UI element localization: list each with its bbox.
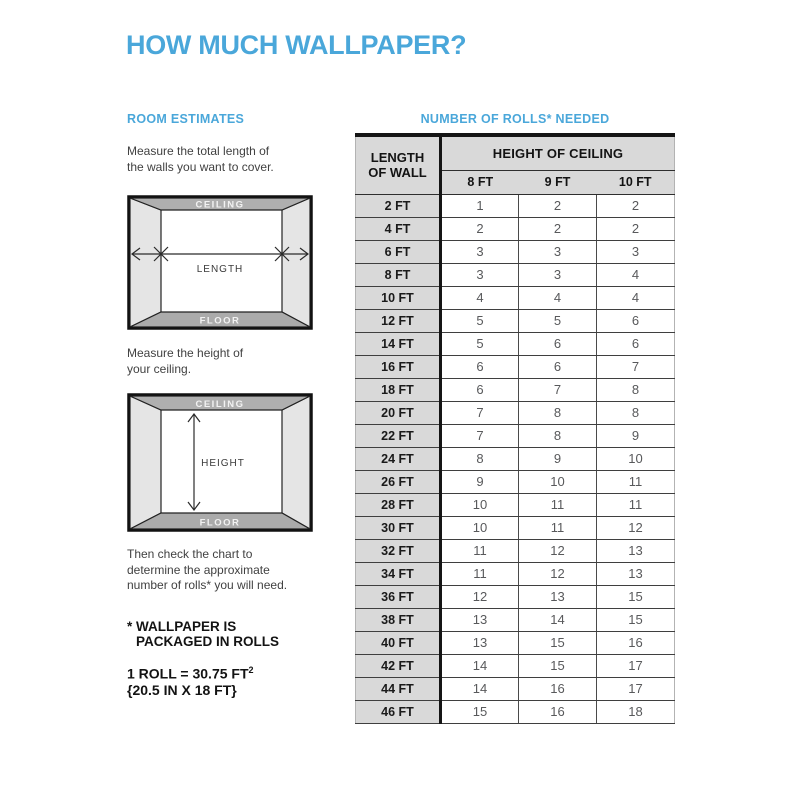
table-row bbox=[356, 263, 675, 286]
rolls-count-cell: 7 bbox=[441, 424, 519, 447]
rolls-count-cell: 4 bbox=[597, 263, 675, 286]
wall-length-cell: 24 FT bbox=[356, 447, 441, 470]
table-row bbox=[356, 447, 675, 470]
room-estimates-heading: ROOM ESTIMATES bbox=[127, 112, 245, 126]
rolls-count-cell: 15 bbox=[597, 608, 675, 631]
rolls-count-cell: 6 bbox=[441, 355, 519, 378]
rolls-table-head bbox=[356, 135, 675, 194]
rolls-count-cell: 8 bbox=[597, 378, 675, 401]
rolls-count-cell: 9 bbox=[597, 424, 675, 447]
rolls-count-cell: 8 bbox=[519, 401, 597, 424]
rolls-count-cell: 3 bbox=[441, 240, 519, 263]
rolls-count-cell: 13 bbox=[597, 539, 675, 562]
rolls-count-cell: 15 bbox=[597, 585, 675, 608]
wall-length-cell: 18 FT bbox=[356, 378, 441, 401]
rolls-count-cell: 10 bbox=[441, 516, 519, 539]
table-row bbox=[356, 562, 675, 585]
wall-length-cell: 32 FT bbox=[356, 539, 441, 562]
step3-line1: Then check the chart to bbox=[127, 547, 253, 561]
rolls-count-cell: 7 bbox=[519, 378, 597, 401]
rolls-count-cell: 17 bbox=[597, 677, 675, 700]
rolls-count-cell: 11 bbox=[519, 493, 597, 516]
squared-superscript: 2 bbox=[248, 665, 254, 675]
room-length-diagram bbox=[127, 195, 313, 330]
wall-length-cell: 44 FT bbox=[356, 677, 441, 700]
rolls-count-cell: 13 bbox=[441, 631, 519, 654]
rolls-count-cell: 12 bbox=[597, 516, 675, 539]
rolls-count-cell: 2 bbox=[441, 217, 519, 240]
left-wall bbox=[130, 396, 161, 529]
rolls-count-cell: 5 bbox=[441, 309, 519, 332]
wall-length-cell: 30 FT bbox=[356, 516, 441, 539]
wall-length-cell: 14 FT bbox=[356, 332, 441, 355]
rolls-count-cell: 1 bbox=[441, 194, 519, 217]
rolls-count-cell: 13 bbox=[597, 562, 675, 585]
roll-spec bbox=[127, 662, 254, 698]
rolls-count-cell: 4 bbox=[441, 286, 519, 309]
wall-length-cell: 46 FT bbox=[356, 700, 441, 723]
step1-instructions bbox=[127, 144, 274, 175]
table-row bbox=[356, 700, 675, 723]
col-header-10ft: 10 FT bbox=[597, 170, 675, 194]
page-title: HOW MUCH WALLPAPER? bbox=[126, 30, 467, 60]
table-row bbox=[356, 286, 675, 309]
rolls-count-cell: 13 bbox=[519, 585, 597, 608]
footnote-line1: * WALLPAPER IS bbox=[127, 619, 237, 634]
rolls-count-cell: 12 bbox=[519, 539, 597, 562]
rolls-count-cell: 4 bbox=[597, 286, 675, 309]
rolls-count-cell: 4 bbox=[519, 286, 597, 309]
step1-line1: Measure the total length of bbox=[127, 144, 270, 158]
rolls-count-cell: 2 bbox=[519, 217, 597, 240]
left-wall bbox=[130, 198, 161, 327]
step2-instructions bbox=[127, 346, 243, 377]
rolls-count-cell: 8 bbox=[519, 424, 597, 447]
length-dimension-label: LENGTH bbox=[196, 264, 244, 275]
rolls-count-cell: 2 bbox=[597, 217, 675, 240]
rolls-count-cell: 10 bbox=[441, 493, 519, 516]
wall-length-cell: 40 FT bbox=[356, 631, 441, 654]
wall-length-cell: 38 FT bbox=[356, 608, 441, 631]
rolls-table-body bbox=[356, 194, 675, 723]
rolls-count-cell: 7 bbox=[441, 401, 519, 424]
wall-length-cell: 34 FT bbox=[356, 562, 441, 585]
ceiling-label: CEILING bbox=[195, 199, 245, 211]
rolls-count-cell: 14 bbox=[441, 677, 519, 700]
step3-line3: number of rolls* you will need. bbox=[127, 578, 288, 592]
rolls-count-cell: 6 bbox=[441, 378, 519, 401]
rolls-needed-heading: NUMBER OF ROLLS* NEEDED bbox=[420, 112, 610, 126]
wall-length-cell: 28 FT bbox=[356, 493, 441, 516]
rolls-count-cell: 18 bbox=[597, 700, 675, 723]
table-row bbox=[356, 470, 675, 493]
table-row bbox=[356, 631, 675, 654]
rolls-count-cell: 12 bbox=[441, 585, 519, 608]
table-row bbox=[356, 401, 675, 424]
rolls-count-cell: 16 bbox=[597, 631, 675, 654]
table-row bbox=[356, 539, 675, 562]
rolls-count-cell: 2 bbox=[597, 194, 675, 217]
right-wall bbox=[282, 198, 310, 327]
rolls-count-cell: 6 bbox=[597, 309, 675, 332]
wall-length-cell: 20 FT bbox=[356, 401, 441, 424]
rolls-count-cell: 9 bbox=[441, 470, 519, 493]
table-row bbox=[356, 355, 675, 378]
table-row bbox=[356, 585, 675, 608]
wall-length-cell: 42 FT bbox=[356, 654, 441, 677]
col-header-8ft: 8 FT bbox=[441, 170, 519, 194]
roll-spec-line2: {20.5 IN X 18 FT} bbox=[127, 681, 237, 698]
rolls-count-cell: 3 bbox=[597, 240, 675, 263]
length-of-wall-header: LENGTH OF WALL bbox=[356, 135, 441, 194]
rolls-count-cell: 15 bbox=[519, 654, 597, 677]
wall-length-cell: 26 FT bbox=[356, 470, 441, 493]
floor-label: FLOOR bbox=[199, 517, 241, 529]
rolls-count-cell: 13 bbox=[441, 608, 519, 631]
rolls-count-cell: 3 bbox=[441, 263, 519, 286]
wall-length-cell: 4 FT bbox=[356, 217, 441, 240]
step3-instructions bbox=[127, 547, 287, 594]
step1-line2: the walls you want to cover. bbox=[127, 159, 274, 174]
rolls-count-cell: 6 bbox=[519, 355, 597, 378]
wall-length-cell: 8 FT bbox=[356, 263, 441, 286]
wall-length-cell: 16 FT bbox=[356, 355, 441, 378]
wall-length-cell: 36 FT bbox=[356, 585, 441, 608]
table-row bbox=[356, 654, 675, 677]
table-row bbox=[356, 516, 675, 539]
table-row bbox=[356, 677, 675, 700]
height-dimension-label: HEIGHT bbox=[201, 458, 245, 469]
wall-length-cell: 12 FT bbox=[356, 309, 441, 332]
table-row bbox=[356, 194, 675, 217]
rolls-table bbox=[355, 133, 675, 724]
right-wall bbox=[282, 396, 310, 529]
table-row bbox=[356, 217, 675, 240]
rolls-count-cell: 10 bbox=[597, 447, 675, 470]
wall-length-cell: 2 FT bbox=[356, 194, 441, 217]
rolls-count-cell: 5 bbox=[519, 309, 597, 332]
table-row bbox=[356, 378, 675, 401]
floor-label: FLOOR bbox=[199, 315, 241, 327]
rolls-count-cell: 15 bbox=[519, 631, 597, 654]
roll-spec-line1: 1 ROLL = 30.75 $FT^2$ bbox=[127, 665, 254, 682]
table-row bbox=[356, 309, 675, 332]
rolls-count-cell: 6 bbox=[597, 332, 675, 355]
rolls-count-cell: 11 bbox=[597, 470, 675, 493]
rolls-count-cell: 9 bbox=[519, 447, 597, 470]
table-row bbox=[356, 608, 675, 631]
rolls-count-cell: 11 bbox=[597, 493, 675, 516]
ceiling-label: CEILING bbox=[195, 399, 245, 410]
table-row bbox=[356, 424, 675, 447]
rolls-count-cell: 11 bbox=[441, 539, 519, 562]
rolls-count-cell: 5 bbox=[441, 332, 519, 355]
rolls-count-cell: 8 bbox=[597, 401, 675, 424]
step3-line2: determine the approximate bbox=[127, 562, 270, 577]
height-of-ceiling-header: HEIGHT OF CEILING bbox=[441, 135, 675, 170]
rolls-count-cell: 15 bbox=[441, 700, 519, 723]
rolls-count-cell: 14 bbox=[519, 608, 597, 631]
wall-length-cell: 10 FT bbox=[356, 286, 441, 309]
wall-length-cell: 22 FT bbox=[356, 424, 441, 447]
rolls-count-cell: 7 bbox=[597, 355, 675, 378]
rolls-count-cell: 10 bbox=[519, 470, 597, 493]
wall-length-cell: 6 FT bbox=[356, 240, 441, 263]
table-row bbox=[356, 493, 675, 516]
table-row bbox=[356, 332, 675, 355]
height-arrow bbox=[188, 414, 200, 510]
rolls-count-cell: 2 bbox=[519, 194, 597, 217]
rolls-count-cell: 3 bbox=[519, 263, 597, 286]
step2-line2: your ceiling. bbox=[127, 361, 192, 376]
rolls-count-cell: 16 bbox=[519, 677, 597, 700]
rolls-count-cell: 3 bbox=[519, 240, 597, 263]
rolls-count-cell: 8 bbox=[441, 447, 519, 470]
rolls-count-cell: 11 bbox=[441, 562, 519, 585]
rolls-count-cell: 6 bbox=[519, 332, 597, 355]
table-row bbox=[356, 240, 675, 263]
packaging-footnote bbox=[127, 619, 279, 649]
col-header-9ft: 9 FT bbox=[519, 170, 597, 194]
step2-line1: Measure the height of bbox=[127, 346, 244, 360]
rolls-count-cell: 16 bbox=[519, 700, 597, 723]
rolls-count-cell: 11 bbox=[519, 516, 597, 539]
room-height-diagram bbox=[127, 393, 313, 532]
rolls-count-cell: 12 bbox=[519, 562, 597, 585]
rolls-count-cell: 17 bbox=[597, 654, 675, 677]
footnote-line2: PACKAGED IN ROLLS bbox=[136, 634, 280, 649]
rolls-count-cell: 14 bbox=[441, 654, 519, 677]
